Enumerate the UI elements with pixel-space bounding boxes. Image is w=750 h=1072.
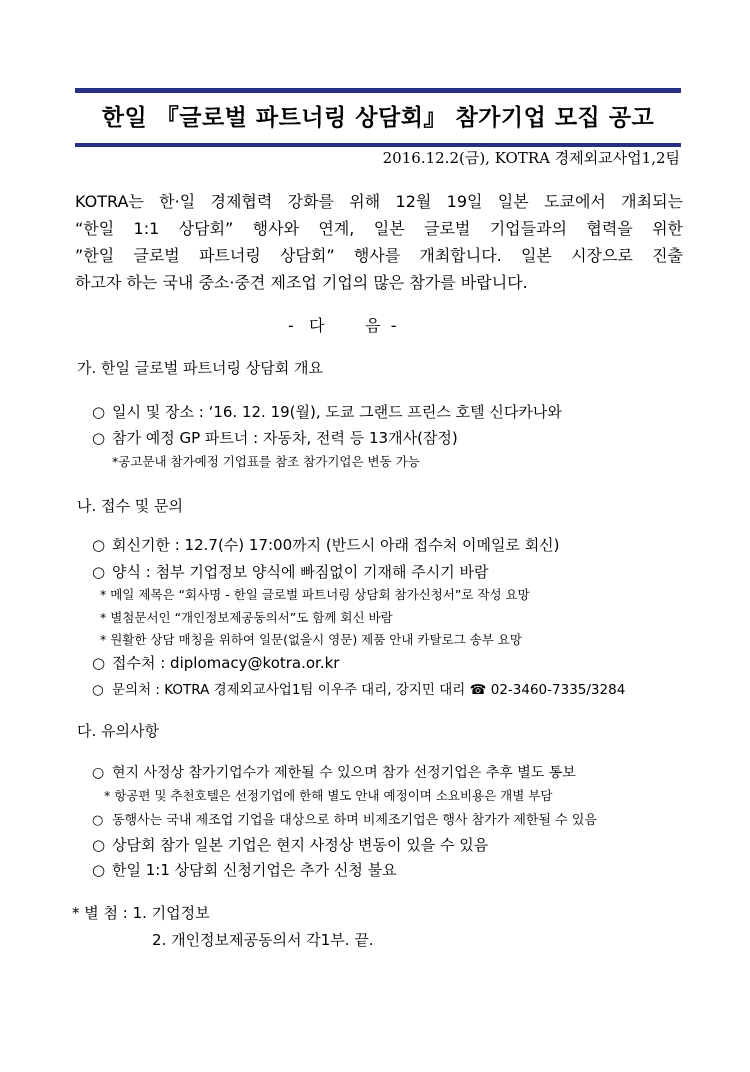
title-top-rule [75,88,681,93]
intro-paragraph [75,188,683,296]
note-text: * 메일 제목은 “회사명 - 한일 글로벌 파트너링 상담회 참가신청서”로 작성 요망 [100,587,530,602]
section-heading-contact: 나. 접수 및 문의 [77,497,184,515]
section-divider-text: - 다 음 - [288,316,397,335]
date-line: 2016.12.2(금), KOTRA 경제외교사업1,2팀 [382,149,680,167]
list-item: ○ 현지 사정상 참가기업수가 제한될 수 있으며 참가 선정기업은 추후 별도 통보 [92,765,576,781]
circle-bullet-icon: ○ [92,536,106,554]
intro-line: KOTRA는 한·일 경제협력 강화를 위해 12월 19일 일본 도쿄에서 개최되는 [75,192,683,211]
list-item: ○ 회신기한 : 12.7(수) 17:00까지 (반드시 아래 접수처 이메일로 회신) [92,536,560,554]
list-item: ○ 상담회 참가 일본 기업은 현지 사정상 변동이 있을 수 있음 [92,836,489,854]
note-text: *공고문내 참가예정 기업표를 참조 참가기업은 변동 가능 [112,454,420,469]
circle-bullet-icon: ○ [92,836,106,854]
circle-bullet-icon: ○ [92,563,106,581]
page-title: 한일 『글로벌 파트너링 상담회』 참가기업 모집 공고 [101,105,655,131]
list-item: ○ 문의처 : KOTRA 경제외교사업1팀 이우주 대리, 강지민 대리 ☎ 02-3460-7335/3284 [92,682,626,698]
circle-bullet-icon: ○ [92,861,106,879]
section-heading-notice: 다. 유의사항 [77,722,159,740]
circle-bullet-icon: ○ [92,403,106,421]
list-item: ○ 참가 예정 GP 파트너 : 자동차, 전력 등 13개사(잠정) [92,429,458,447]
note-text: * 별첨문서인 “개인정보제공동의서”도 함께 회신 바람 [100,610,393,625]
intro-line: “한일 1:1 상담회” 행사와 연계, 일본 글로벌 기업들과의 협력을 위한 [75,219,683,238]
circle-bullet-icon: ○ [92,813,104,828]
note-text: * 항공편 및 추천호텔은 선정기업에 한해 별도 안내 예정이며 소요비용은 개별 부담 [104,788,553,803]
list-item: ○ 동행사는 국내 제조업 기업을 대상으로 하며 비제조기업은 행사 참가가 제한될 수 있음 [92,813,597,828]
circle-bullet-icon: ○ [92,429,106,447]
circle-bullet-icon: ○ [92,682,104,698]
attachments-line2: 2. 개인정보제공동의서 각1부. 끝. [152,931,374,949]
list-item: ○ 일시 및 장소 : ‘16. 12. 19(월), 도쿄 그랜드 프린스 호텔 신다카나와 [92,403,562,421]
list-item: ○ 한일 1:1 상담회 신청기업은 추가 신청 불요 [92,861,397,879]
section-heading-overview: 가. 한일 글로벌 파트너링 상담회 개요 [77,359,323,377]
list-item: ○ 접수처 : diplomacy@kotra.or.kr [92,654,340,672]
intro-line: 하고자 하는 국내 중소·중견 제조업 기업의 많은 참가를 바랍니다. [75,273,528,292]
attachments-label: * 별 첨 : 1. 기업정보 [72,904,210,922]
circle-bullet-icon: ○ [92,654,106,672]
intro-line: ”한일 글로벌 파트너링 상담회” 행사를 개최합니다. 일본 시장으로 진출 [75,246,683,265]
note-text: * 원활한 상담 매칭을 위하여 일문(없을시 영문) 제품 안내 카탈로그 송부 요망 [100,632,522,647]
list-item: ○ 양식 : 첨부 기업정보 양식에 빠짐없이 기재해 주시기 바람 [92,563,489,581]
circle-bullet-icon: ○ [92,765,105,781]
